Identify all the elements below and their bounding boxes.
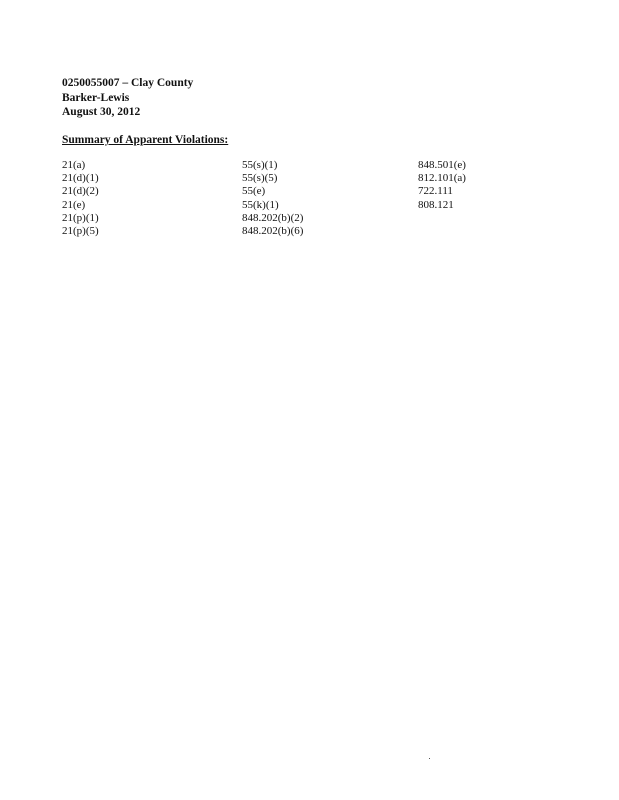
violation-item: 21(p)(5) <box>62 225 99 238</box>
violation-item: 21(a) <box>62 159 86 171</box>
violation-item: 55(s)(5) <box>242 172 278 185</box>
violation-item: 848.202(b)(6) <box>242 225 304 238</box>
violation-item: 812.101(a) <box>418 172 466 185</box>
section-title: Summary of Apparent Violations: <box>62 134 229 146</box>
violation-item: 808.121 <box>418 198 454 211</box>
violations-column-1 <box>62 159 99 238</box>
violation-item: 55(s)(1) <box>242 159 278 171</box>
violation-item: 55(e) <box>242 185 266 198</box>
scan-speck <box>429 758 430 759</box>
violation-item: 21(d)(1) <box>62 172 99 185</box>
violation-item: 848.501(e) <box>418 159 466 171</box>
party-name: Barker-Lewis <box>62 91 130 104</box>
document-header <box>62 76 193 120</box>
document-date: August 30, 2012 <box>62 106 141 118</box>
violation-item: 848.202(b)(2) <box>242 211 304 224</box>
violation-item: 55(k)(1) <box>242 198 279 211</box>
case-line: 0250055007 – Clay County <box>62 77 194 89</box>
violation-item: 21(d)(2) <box>62 185 99 198</box>
violation-item: 21(e) <box>62 198 86 211</box>
violation-item: 722.111 <box>418 185 453 198</box>
violations-column-3 <box>418 159 466 212</box>
violation-item: 21(p)(1) <box>62 211 99 224</box>
violations-column-2 <box>242 159 303 238</box>
